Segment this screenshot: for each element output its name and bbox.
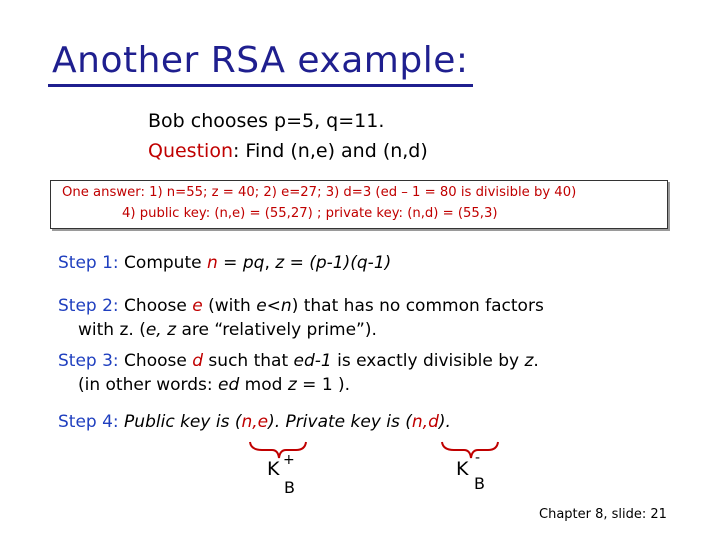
question-text: : Find (n,e) and (n,d) (232, 140, 428, 162)
step-3: Step 3: Choose d such that ed-1 is exactly divisible by z. (58, 351, 539, 371)
step-2-continuation: with z. (e, z are “relatively prime”). (78, 320, 377, 340)
step-3-label: Step 3: (58, 351, 119, 371)
private-key-k: K (456, 458, 469, 480)
step-1-label: Step 1: (58, 253, 119, 273)
question-label: Question (148, 140, 233, 162)
answer-line-1: One answer: 1) n=55; z = 40; 2) e=27; 3) d=3 (ed – 1 = 80 is divisible by 40) (62, 185, 577, 200)
step-3-continuation: (in other words: ed mod z = 1 ). (78, 375, 351, 395)
public-key-sign: + (283, 452, 295, 468)
step-2: Step 2: Choose e (with e<n) that has no common factors (58, 296, 544, 316)
answer-line-2: 4) public key: (n,e) = (55,27) ; private key: (n,d) = (55,3) (122, 206, 498, 221)
intro-line-2 (148, 140, 428, 162)
public-key-sub: B (284, 478, 295, 497)
step-2-label: Step 2: (58, 296, 119, 316)
step-4: Step 4: Public key is (n,e). Private key is (n,d). (58, 412, 451, 432)
step-1: Step 1: Compute n = pq, z = (p-1)(q-1) (58, 253, 392, 273)
step-4-label: Step 4: (58, 412, 119, 432)
slide-title: Another RSA example: (52, 40, 469, 81)
private-key-sub: B (474, 474, 485, 493)
public-key-k: K (267, 458, 280, 480)
private-key-sign: - (475, 450, 481, 466)
title-underline (48, 84, 473, 87)
intro-line-1: Bob chooses p=5, q=11. (148, 110, 385, 132)
slide-footer: Chapter 8, slide: 21 (539, 507, 667, 522)
private-key-brace (440, 440, 500, 466)
